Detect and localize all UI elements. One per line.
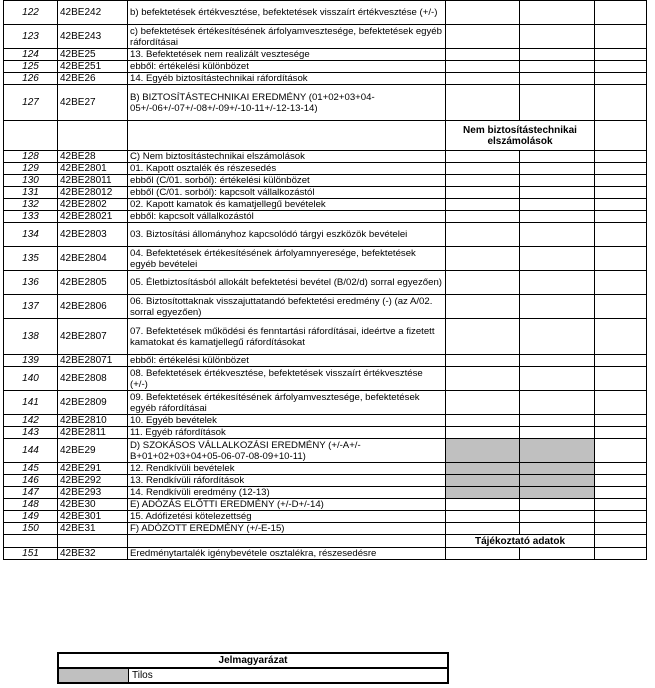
row-description: 04. Befektetések értékesítésének árfolyamnyeresége, befektetések egyéb bevételei — [128, 247, 446, 271]
value-cell[interactable] — [520, 295, 595, 319]
row-number: 126 — [4, 73, 58, 85]
table-row — [4, 487, 647, 499]
row-description: 11. Egyéb ráfordítások — [128, 427, 446, 439]
legend-title: Jelmagyarázat — [59, 654, 447, 669]
value-cell[interactable] — [520, 367, 595, 391]
value-cell[interactable] — [446, 151, 520, 163]
table-row — [4, 548, 647, 560]
value-cell[interactable] — [520, 548, 595, 560]
value-cell[interactable] — [446, 475, 520, 487]
value-cell[interactable] — [520, 427, 595, 439]
row-code: 42BE28011 — [58, 175, 128, 187]
table-row — [4, 1, 647, 25]
table-row — [4, 427, 647, 439]
value-cell[interactable] — [595, 319, 647, 355]
value-cell[interactable] — [595, 247, 647, 271]
value-cell[interactable] — [446, 355, 520, 367]
value-cell[interactable] — [446, 271, 520, 295]
row-number: 129 — [4, 163, 58, 175]
value-cell[interactable] — [446, 367, 520, 391]
row-description: ebből (C/01. sorból): kapcsolt vállalkozástól — [128, 187, 446, 199]
value-cell[interactable] — [446, 295, 520, 319]
table-row — [4, 367, 647, 391]
value-cell[interactable] — [446, 247, 520, 271]
row-number: 148 — [4, 499, 58, 511]
value-cell[interactable] — [595, 548, 647, 560]
value-cell[interactable] — [595, 1, 647, 25]
row-number: 128 — [4, 151, 58, 163]
value-cell[interactable] — [595, 511, 647, 523]
value-cell[interactable] — [446, 439, 520, 463]
value-cell[interactable] — [446, 487, 520, 499]
row-code: 42BE28 — [58, 151, 128, 163]
row-description: 01. Kapott osztalék és részesedés — [128, 163, 446, 175]
value-cell[interactable] — [595, 523, 647, 535]
value-cell[interactable] — [520, 61, 595, 73]
row-description: 07. Befektetések működési és fenntartási ráfordításai, ideértve a fizetett kamatokat és kamatjellegű ráfordításokat — [128, 319, 446, 355]
row-code: 42BE293 — [58, 487, 128, 499]
row-code: 42BE2811 — [58, 427, 128, 439]
value-cell[interactable] — [520, 199, 595, 211]
table-row — [4, 295, 647, 319]
row-number: 144 — [4, 439, 58, 463]
row-code: 42BE251 — [58, 61, 128, 73]
value-cell[interactable] — [520, 223, 595, 247]
row-description: 14. Rendkívüli eredmény (12-13) — [128, 487, 446, 499]
row-code: 42BE2810 — [58, 415, 128, 427]
value-cell[interactable] — [520, 439, 595, 463]
row-number: 127 — [4, 85, 58, 121]
row-number: 139 — [4, 355, 58, 367]
value-cell[interactable] — [520, 1, 595, 25]
row-description: 09. Befektetések értékesítésének árfolyamvesztesége, befektetések egyéb ráfordításai — [128, 391, 446, 415]
value-cell[interactable] — [595, 391, 647, 415]
value-cell[interactable] — [595, 85, 647, 121]
table-row — [4, 463, 647, 475]
row-number: 151 — [4, 548, 58, 560]
value-cell[interactable] — [520, 415, 595, 427]
value-cell[interactable] — [520, 151, 595, 163]
value-cell[interactable] — [446, 511, 520, 523]
value-cell[interactable] — [520, 319, 595, 355]
value-cell[interactable] — [446, 61, 520, 73]
value-cell[interactable] — [595, 25, 647, 49]
table-row — [4, 511, 647, 523]
row-number: 132 — [4, 199, 58, 211]
row-code: 42BE2801 — [58, 163, 128, 175]
table-row — [4, 247, 647, 271]
value-cell[interactable] — [446, 85, 520, 121]
table-row — [4, 61, 647, 73]
value-cell[interactable] — [520, 463, 595, 475]
value-cell[interactable] — [595, 463, 647, 475]
value-cell[interactable] — [595, 475, 647, 487]
value-cell[interactable] — [446, 548, 520, 560]
row-code: 42BE26 — [58, 73, 128, 85]
value-cell[interactable] — [446, 463, 520, 475]
table-row — [4, 175, 647, 187]
value-cell[interactable] — [446, 199, 520, 211]
legend-swatch — [59, 669, 129, 682]
table-row — [4, 223, 647, 247]
value-cell[interactable] — [446, 49, 520, 61]
row-description: ebből: értékelési különbözet — [128, 61, 446, 73]
row-code: 42BE292 — [58, 475, 128, 487]
table-row — [4, 25, 647, 49]
row-code: 42BE31 — [58, 523, 128, 535]
table-row — [4, 415, 647, 427]
value-cell[interactable] — [446, 1, 520, 25]
value-cell[interactable] — [520, 499, 595, 511]
row-description: F) ADÓZOTT EREDMÉNY (+/-E-15) — [128, 523, 446, 535]
value-cell[interactable] — [520, 187, 595, 199]
row-number: 145 — [4, 463, 58, 475]
value-cell[interactable] — [446, 163, 520, 175]
value-cell[interactable] — [446, 25, 520, 49]
row-number: 138 — [4, 319, 58, 355]
row-number: 133 — [4, 211, 58, 223]
value-cell[interactable] — [595, 223, 647, 247]
value-cell[interactable] — [595, 49, 647, 61]
row-code: 42BE28071 — [58, 355, 128, 367]
row-code: 42BE29 — [58, 439, 128, 463]
row-description: B) BIZTOSÍTÁSTECHNIKAI EREDMÉNY (01+02+03+04-05+/-06+/-07+/-08+/-09+/-10-11+/-12-13-14) — [128, 85, 446, 121]
row-number: 140 — [4, 367, 58, 391]
row-code: 42BE27 — [58, 85, 128, 121]
value-cell[interactable] — [446, 523, 520, 535]
table-row — [4, 475, 647, 487]
row-description: b) befektetések értékvesztése, befektetések visszaírt értékvesztése (+/-) — [128, 1, 446, 25]
value-cell[interactable] — [446, 73, 520, 85]
data-table — [3, 0, 647, 560]
table-row — [4, 73, 647, 85]
row-code: 42BE25 — [58, 49, 128, 61]
value-cell[interactable] — [595, 427, 647, 439]
value-cell[interactable] — [520, 25, 595, 49]
row-code: 42BE30 — [58, 499, 128, 511]
row-description: 13. Rendkívüli ráfordítások — [128, 475, 446, 487]
legend-label: Tilos — [132, 670, 153, 681]
row-description: 02. Kapott kamatok és kamatjellegű bevételek — [128, 199, 446, 211]
row-code: 42BE301 — [58, 511, 128, 523]
value-cell[interactable] — [446, 223, 520, 247]
row-description: C) Nem biztosítástechnikai elszámolások — [128, 151, 446, 163]
row-number: 146 — [4, 475, 58, 487]
value-cell[interactable] — [595, 499, 647, 511]
row-number: 131 — [4, 187, 58, 199]
row-code: 42BE2809 — [58, 391, 128, 415]
row-code: 42BE2804 — [58, 247, 128, 271]
row-number: 130 — [4, 175, 58, 187]
row-code: 42BE32 — [58, 548, 128, 560]
legend — [57, 652, 449, 684]
value-cell[interactable] — [520, 211, 595, 223]
value-cell[interactable] — [520, 163, 595, 175]
row-description: ebből: kapcsolt vállalkozástól — [128, 211, 446, 223]
row-code: 42BE2806 — [58, 295, 128, 319]
value-cell[interactable] — [446, 319, 520, 355]
row-description: 10. Egyéb bevételek — [128, 415, 446, 427]
value-cell[interactable] — [520, 391, 595, 415]
value-cell[interactable] — [595, 199, 647, 211]
row-description: D) SZOKÁSOS VÁLLALKOZÁSI EREDMÉNY (+/-A+/-B+01+02+03+04+05-06-07-08-09+10-11) — [128, 439, 446, 463]
value-cell[interactable] — [595, 61, 647, 73]
value-cell[interactable] — [520, 475, 595, 487]
value-cell[interactable] — [595, 151, 647, 163]
value-cell[interactable] — [520, 247, 595, 271]
row-code: 42BE2807 — [58, 319, 128, 355]
row-description: 03. Biztosítási állományhoz kapcsolódó tárgyi eszközök bevételei — [128, 223, 446, 247]
row-code: 42BE2808 — [58, 367, 128, 391]
value-cell[interactable] — [520, 487, 595, 499]
row-number: 125 — [4, 61, 58, 73]
value-cell[interactable] — [520, 175, 595, 187]
value-cell[interactable] — [595, 295, 647, 319]
value-cell[interactable] — [446, 211, 520, 223]
value-cell[interactable] — [595, 415, 647, 427]
row-number: 122 — [4, 1, 58, 25]
table-row — [4, 187, 647, 199]
row-number: 134 — [4, 223, 58, 247]
row-description: 08. Befektetések értékvesztése, befektetések visszaírt értékvesztése (+/-) — [128, 367, 446, 391]
row-code: 42BE291 — [58, 463, 128, 475]
row-code: 42BE28021 — [58, 211, 128, 223]
row-description: 06. Biztosítottaknak visszajuttatandó befektetési eredmény (-) (az A/02. sorral egyezően) — [128, 295, 446, 319]
row-number: 136 — [4, 271, 58, 295]
table-row — [4, 85, 647, 121]
table-row — [4, 523, 647, 535]
value-cell[interactable] — [595, 271, 647, 295]
value-cell[interactable] — [446, 391, 520, 415]
value-cell[interactable] — [520, 73, 595, 85]
table-row — [4, 211, 647, 223]
table-row — [4, 163, 647, 175]
value-cell[interactable] — [446, 499, 520, 511]
value-cell[interactable] — [595, 211, 647, 223]
row-number: 123 — [4, 25, 58, 49]
table-row — [4, 151, 647, 163]
value-cell[interactable] — [595, 175, 647, 187]
table-row — [4, 319, 647, 355]
row-description: c) befektetések értékesítésének árfolyamvesztesége, befektetések egyéb ráfordításai — [128, 25, 446, 49]
row-number: 135 — [4, 247, 58, 271]
table-row — [4, 355, 647, 367]
section-header-non-insurance: Nem biztosítástechnikai elszámolások — [446, 121, 595, 151]
value-cell[interactable] — [595, 73, 647, 85]
value-cell[interactable] — [520, 511, 595, 523]
value-cell[interactable] — [446, 187, 520, 199]
row-description: 14. Egyéb biztosítástechnikai ráfordítások — [128, 73, 446, 85]
row-description: E) ADÓZÁS ELŐTTI EREDMÉNY (+/-D+/-14) — [128, 499, 446, 511]
value-cell[interactable] — [595, 367, 647, 391]
value-cell[interactable] — [595, 187, 647, 199]
value-cell[interactable] — [446, 427, 520, 439]
row-code: 42BE2802 — [58, 199, 128, 211]
row-description: Eredménytartalék igénybevétele osztalékra, részesedésre — [128, 548, 446, 560]
row-code: 42BE2805 — [58, 271, 128, 295]
row-description: ebből: értékelési különbözet — [128, 355, 446, 367]
row-description: 13. Befektetések nem realizált vesztesége — [128, 49, 446, 61]
value-cell[interactable] — [520, 523, 595, 535]
row-description: 15. Adófizetési kötelezettség — [128, 511, 446, 523]
row-number: 149 — [4, 511, 58, 523]
row-description: 12. Rendkívüli bevételek — [128, 463, 446, 475]
value-cell[interactable] — [595, 355, 647, 367]
row-number: 142 — [4, 415, 58, 427]
row-number: 137 — [4, 295, 58, 319]
value-cell[interactable] — [446, 415, 520, 427]
table-row — [4, 49, 647, 61]
value-cell[interactable] — [520, 271, 595, 295]
row-number: 150 — [4, 523, 58, 535]
row-number: 143 — [4, 427, 58, 439]
table-row — [4, 499, 647, 511]
table-row — [4, 439, 647, 463]
value-cell[interactable] — [520, 355, 595, 367]
value-cell[interactable] — [520, 49, 595, 61]
row-code: 42BE242 — [58, 1, 128, 25]
value-cell[interactable] — [595, 439, 647, 463]
value-cell[interactable] — [595, 163, 647, 175]
section-header-info: Tájékoztató adatok — [446, 535, 595, 548]
table-row — [4, 391, 647, 415]
row-number: 124 — [4, 49, 58, 61]
table-row — [4, 199, 647, 211]
row-code: 42BE243 — [58, 25, 128, 49]
row-description: 05. Életbiztosításból allokált befektetési bevétel (B/02/d) sorral egyezően) — [128, 271, 446, 295]
value-cell[interactable] — [520, 85, 595, 121]
row-code: 42BE28012 — [58, 187, 128, 199]
row-number: 147 — [4, 487, 58, 499]
value-cell[interactable] — [595, 487, 647, 499]
value-cell[interactable] — [446, 175, 520, 187]
row-number: 141 — [4, 391, 58, 415]
table-row — [4, 271, 647, 295]
row-code: 42BE2803 — [58, 223, 128, 247]
row-description: ebből (C/01. sorból): értékelési különbözet — [128, 175, 446, 187]
